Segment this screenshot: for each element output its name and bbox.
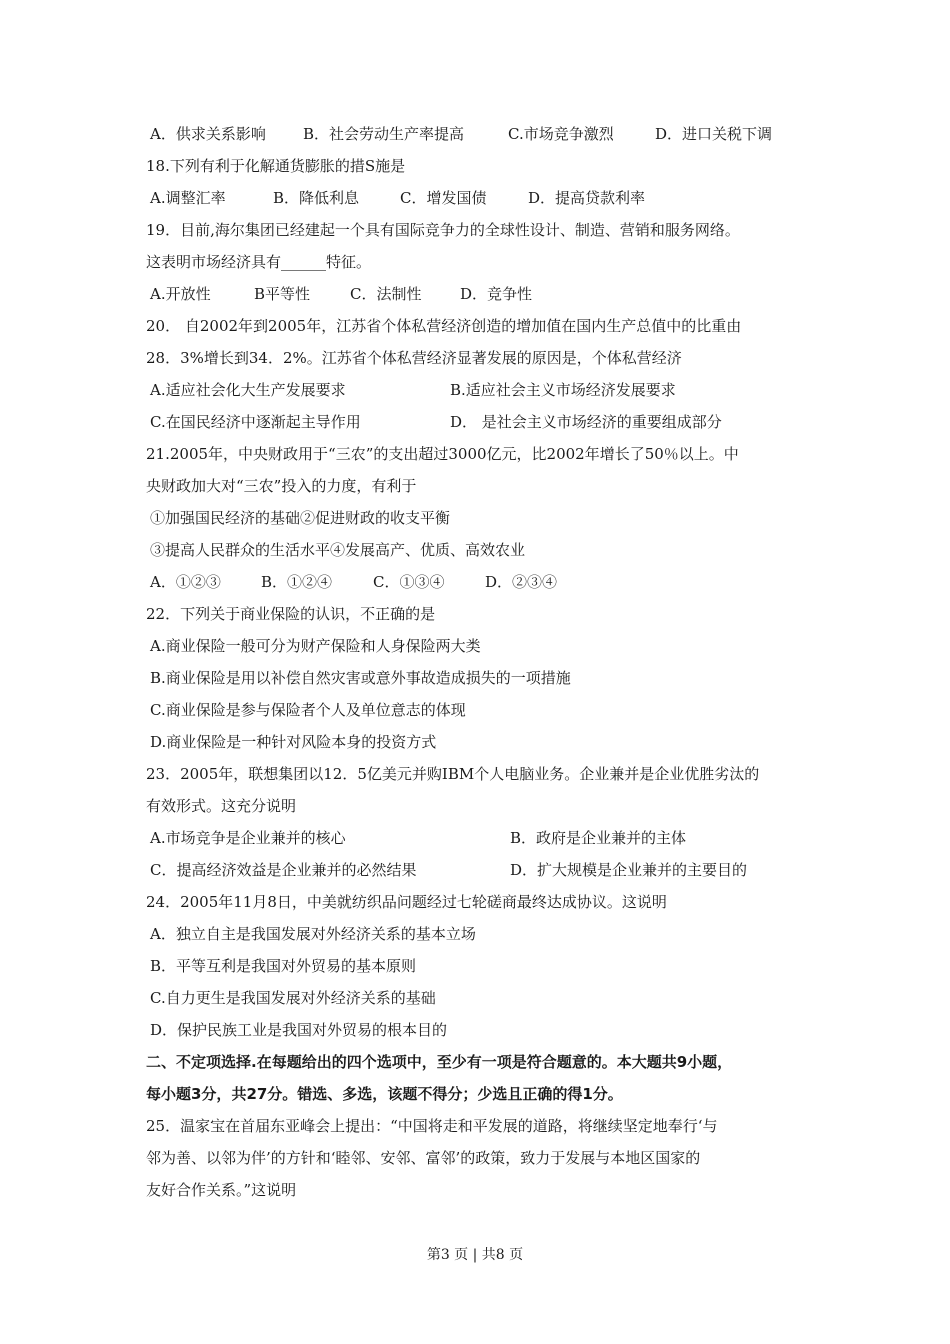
q20-option-b: B.适应社会主义市场经济发展要求	[450, 381, 676, 399]
q17-option-d: D．进口关税下调	[655, 125, 773, 143]
q18-option-d: D．提高贷款利率	[528, 189, 646, 207]
q20-option-c: C.在国民经济中逐渐起主导作用	[150, 413, 361, 431]
q17-option-c: C.市场竞争激烈	[508, 125, 614, 143]
q23-option-c: C．提高经济效益是企业兼并的必然结果	[150, 861, 417, 879]
q25-stem-line1: 25．温家宝在首届东亚峰会上提出：“中国将走和平发展的道路，将继续坚定地奉行‘与	[146, 1117, 718, 1135]
q20-options-row1	[150, 380, 676, 400]
q18-option-c: C．增发国债	[400, 189, 487, 207]
q18-option-a: A.调整汇率	[150, 189, 226, 207]
q25-stem-line3: 友好合作关系。”这说明	[146, 1181, 297, 1199]
q24-option-b: B．平等互利是我国对外贸易的基本原则	[150, 957, 417, 975]
section2-heading-line1: 二、不定项选择.在每题给出的四个选项中，至少有一项是符合题意的。本大题共9小题，	[146, 1053, 733, 1071]
q22-option-a: A.商业保险一般可分为财产保险和人身保险两大类	[150, 637, 481, 655]
q18-option-b: B．降低利息	[273, 189, 360, 207]
q23-option-a: A.市场竞争是企业兼并的核心	[150, 829, 346, 847]
q21-option-a: A．①②③	[150, 573, 221, 591]
q17-options	[150, 124, 772, 144]
q23-option-d: D．扩大规模是企业兼并的主要目的	[510, 861, 748, 879]
q22-stem: 22．下列关于商业保险的认识，不正确的是	[146, 605, 436, 623]
q18-stem: 18.下列有利于化解通货膨胀的措S施是	[146, 157, 406, 175]
q19-stem-line1: 19．目前,海尔集团已经建起一个具有国际竞争力的全球性设计、制造、营销和服务网络。	[146, 221, 740, 239]
q23-option-b: B．政府是企业兼并的主体	[510, 829, 687, 847]
page-number-footer: 第3 页 | 共8 页	[426, 1247, 524, 1263]
q22-option-c: C.商业保险是参与保险者个人及单位意志的体现	[150, 701, 466, 719]
q18-options	[150, 188, 645, 208]
q21-items-line2: ③提高人民群众的生活水平④发展高产、优质、高效农业	[150, 541, 526, 559]
q23-options-row2	[150, 860, 747, 880]
q24-stem: 24．2005年11月8日，中美就纺织品问题经过七轮磋商最终达成协议。这说明	[146, 893, 667, 911]
q21-stem-line2: 央财政加大对“三农”投入的力度，有利于	[146, 477, 417, 495]
q20-stem-line1: 20． 自2002年到2005年，江苏省个体私营经济创造的增加值在国内生产总值中的比重由	[146, 317, 742, 335]
q24-option-a: A．独立自主是我国发展对外经济关系的基本立场	[150, 925, 476, 943]
q21-option-b: B．①②④	[261, 573, 333, 591]
q19-option-a: A.开放性	[150, 285, 211, 303]
q21-options	[150, 572, 557, 592]
q19-option-c: C．法制性	[350, 285, 422, 303]
q19-option-d: D．竞争性	[460, 285, 533, 303]
q23-options-row1	[150, 828, 686, 848]
q19-option-b: B平等性	[254, 285, 311, 303]
q24-option-c: C.自力更生是我国发展对外经济关系的基础	[150, 989, 436, 1007]
q21-items-line1: ①加强国民经济的基础②促进财政的收支平衡	[150, 509, 451, 527]
q17-option-a: A．供求关系影响	[150, 125, 266, 143]
q19-options	[150, 284, 532, 304]
q19-stem-line2: 这表明市场经济具有______特征。	[146, 253, 372, 271]
q20-option-a: A.适应社会化大生产发展要求	[150, 381, 346, 399]
q24-option-d: D．保护民族工业是我国对外贸易的根本目的	[150, 1021, 448, 1039]
q22-option-b: B.商业保险是用以补偿自然灾害或意外事故造成损失的一项措施	[150, 669, 571, 687]
q23-stem-line1: 23．2005年，联想集团以12．5亿美元并购IBM个人电脑业务。企业兼并是企业优胜劣汰的	[146, 765, 760, 783]
q22-option-d: D.商业保险是一种针对风险本身的投资方式	[150, 733, 437, 751]
q25-stem-line2: 邻为善、以邻为伴’的方针和‘睦邻、安邻、富邻’的政策，致力于发展与本地区国家的	[146, 1149, 701, 1167]
q20-options-row2	[150, 412, 722, 432]
q20-option-d: D． 是社会主义市场经济的重要组成部分	[450, 413, 722, 431]
section2-heading-line2: 每小题3分，共27分。错选、多选，该题不得分；少选且正确的得1分。	[146, 1085, 623, 1103]
q20-stem-line2: 28．3%增长到34．2%。江苏省个体私营经济显著发展的原因是，个体私营经济	[146, 349, 682, 367]
q21-option-d: D．②③④	[485, 573, 558, 591]
q23-stem-line2: 有效形式。这充分说明	[146, 797, 297, 815]
q17-option-b: B．社会劳动生产率提高	[303, 125, 465, 143]
q21-option-c: C．①③④	[373, 573, 445, 591]
q21-stem-line1: 21.2005年，中央财政用于“三农”的支出超过3000亿元，比2002年增长了50％以上。中	[146, 445, 739, 463]
